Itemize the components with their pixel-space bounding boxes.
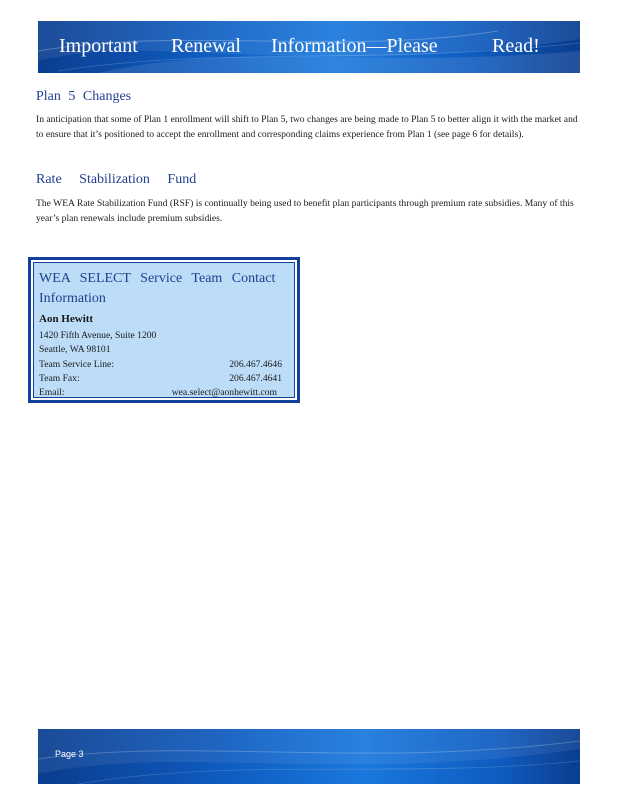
plan5-paragraph: In anticipation that some of Plan 1 enrollment will shift to Plan 5, two changes are being made to Plan 5 to better align it with the market and to ensure that it’s positioned to accept the enrollment and corresponding claims experience from Plan 1 (see page 6 for details). [36,114,578,140]
fax-number: 206.467.4641 [229,373,282,384]
page-number: Page 3 [55,749,84,759]
rsf-paragraph: The WEA Rate Stabilization Fund (RSF) is continually being used to benefit plan participants through premium rate subsidies. Many of this year’s plan renewals include premium subsidies. [36,198,574,224]
contact-address-line: 1420 Fifth Avenue, Suite 1200 [39,330,157,341]
contact-row-label: Team Service Line: [39,359,114,370]
contact-info-box [28,257,300,403]
email-link[interactable]: wea.select@aonhewitt.com [171,387,277,398]
contact-box-title: WEA SELECT Service Team Contact Information [39,271,276,306]
banner-title [38,21,580,73]
plan5-heading: Plan 5 Changes [36,89,132,104]
contact-row-label: Team Fax: [39,373,80,384]
rsf-heading: Rate Stabilization Fund [36,172,197,187]
footer-swoosh-decoration [38,729,580,784]
contact-info-inner [33,262,295,398]
contact-company-name: Aon Hewitt [39,313,94,325]
footer-banner [38,729,580,784]
banner-title-word: Renewal [171,35,241,57]
header-banner [38,21,580,73]
banner-title-word: Important [59,35,138,57]
banner-title-word: Information—Please [271,35,438,57]
contact-row-label: Email: [39,387,65,398]
contact-address-line: Seattle, WA 98101 [39,344,111,355]
service-line-phone[interactable]: 206.467.4646 [229,359,282,370]
banner-title-word: Read! [492,35,540,57]
